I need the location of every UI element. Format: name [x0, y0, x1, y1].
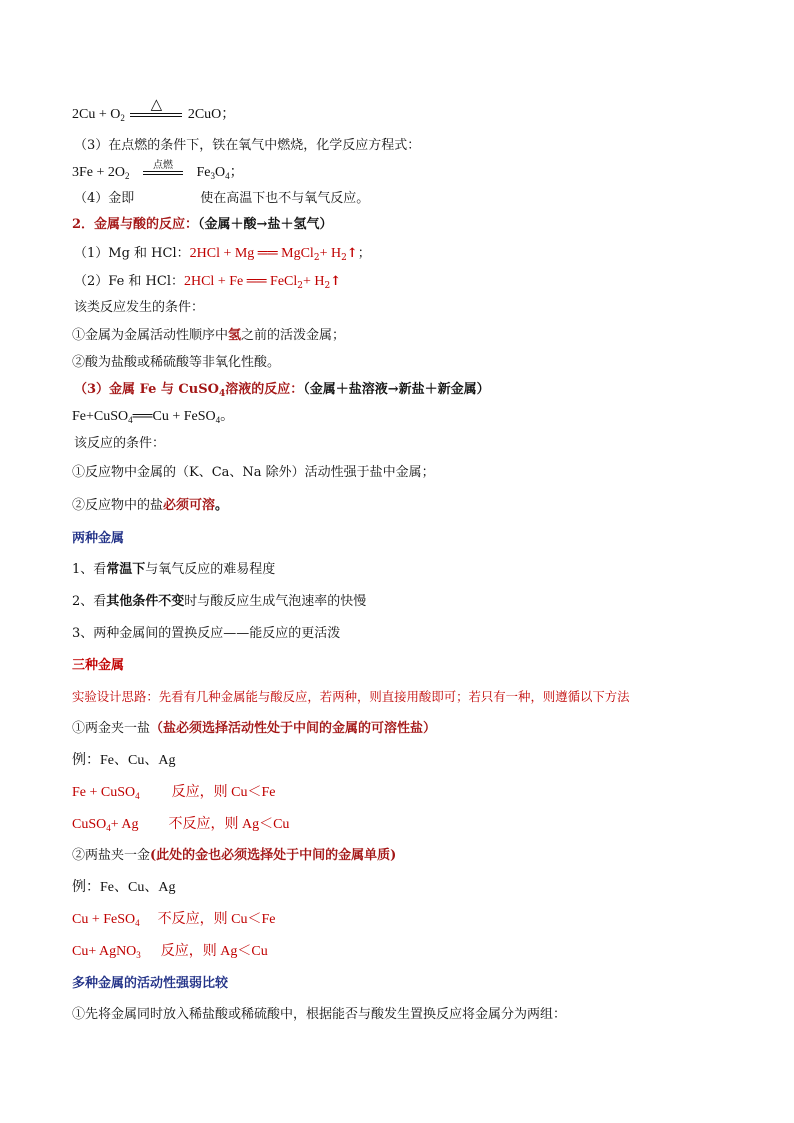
equation-copper-oxygen: $2Cu + O_2$ △ 2CuO；	[72, 94, 236, 123]
condition-3-1: ①反应物中金属的（K、Ca、Na 除外）活动性强于盐中金属；	[72, 465, 435, 480]
two-metals-title: 两种金属	[72, 531, 125, 546]
multi-metals-1: ①先将金属同时放入稀盐酸或稀硫酸中，根据能否与酸发生置换反应将金属分为两组：	[72, 1007, 567, 1022]
two-metals-2: 2、看其他条件不变时与酸反应生成气泡速率的快慢	[72, 594, 367, 609]
three-metals-design: 实验设计思路：先看有几种金属能与酸反应，若两种，则直接用酸即可；若只有一种，则遵循以下方法	[72, 689, 630, 704]
condition-3-title: 该反应的条件：	[74, 436, 166, 451]
condition-title: 该类反应发生的条件：	[74, 300, 205, 315]
condition-1: ①金属为金属活动性顺序中氢之前的活泼金属；	[72, 328, 346, 343]
multi-metals-title: 多种金属的活动性强弱比较	[72, 976, 229, 991]
method-1: ①两金夹一盐（盐必须选择活动性处于中间的金属的可溶性盐）	[72, 721, 437, 736]
reaction-condition-ignite: 点燃	[143, 171, 183, 175]
fe-hcl-line: （2）Fe 和 HCl：2HCl + Fe ══ FeCl$_2$+ $H_2↑$	[74, 274, 342, 291]
section-3-heading: （3）金属 Fe 与 CuSO$_4$溶液的反应：（金属＋盐溶液→新盐＋新金属）	[74, 382, 490, 399]
equation-iron-oxygen: $3Fe + 2O_2$ 点燃 $Fe_3O_4$；	[72, 159, 244, 181]
reaction-3: Cu + FeSO$_4$ 不反应，则 Cu＜Fe	[72, 912, 276, 928]
item-3-label: （3）在点燃的条件下，铁在氧气中燃烧，化学反应方程式：	[74, 138, 421, 153]
gas-up-arrow-icon: ↑	[346, 246, 358, 261]
method-2: ②两盐夹一金(此处的金也必须选择处于中间的金属单质)	[72, 848, 397, 863]
gas-up-arrow-icon: ↑	[330, 274, 342, 289]
section-2-heading: 2．金属与酸的反应：（金属＋酸→盐＋氢气）	[72, 217, 333, 232]
reaction-condition-heat	[130, 94, 182, 117]
mg-hcl-line: （1）Mg 和 HCl：2HCl + Mg ══ MgCl$_2$+ $H_2↑$；	[74, 246, 371, 263]
condition-3-2: ②反应物中的盐必须可溶。	[72, 498, 229, 513]
reaction-4: Cu+ AgNO$_3$ 反应，则 Ag＜Cu	[72, 944, 268, 960]
equation-fe-cuso4: Fe+CuSO$_4$══Cu + FeSO$_4$。	[72, 409, 235, 425]
two-metals-3: 3、两种金属间的置换反应——能反应的更活泼	[72, 626, 341, 641]
item-4: （4）金即 使在高温下也不与氧气反应。	[74, 191, 370, 206]
condition-2: ②酸为盐酸或稀硫酸等非氧化性酸。	[72, 355, 281, 370]
example-2: 例：Fe、Cu、Ag	[72, 880, 176, 895]
example-1: 例：Fe、Cu、Ag	[72, 753, 176, 768]
reaction-1: Fe + CuSO$_4$ 反应，则 Cu＜Fe	[72, 785, 276, 801]
two-metals-1: 1、看常温下与氧气反应的难易程度	[72, 562, 276, 577]
heat-triangle-icon: △	[150, 94, 163, 113]
three-metals-title: 三种金属	[72, 658, 125, 673]
reaction-2: CuSO$_4$+ Ag 不反应，则 Ag＜Cu	[72, 817, 290, 833]
